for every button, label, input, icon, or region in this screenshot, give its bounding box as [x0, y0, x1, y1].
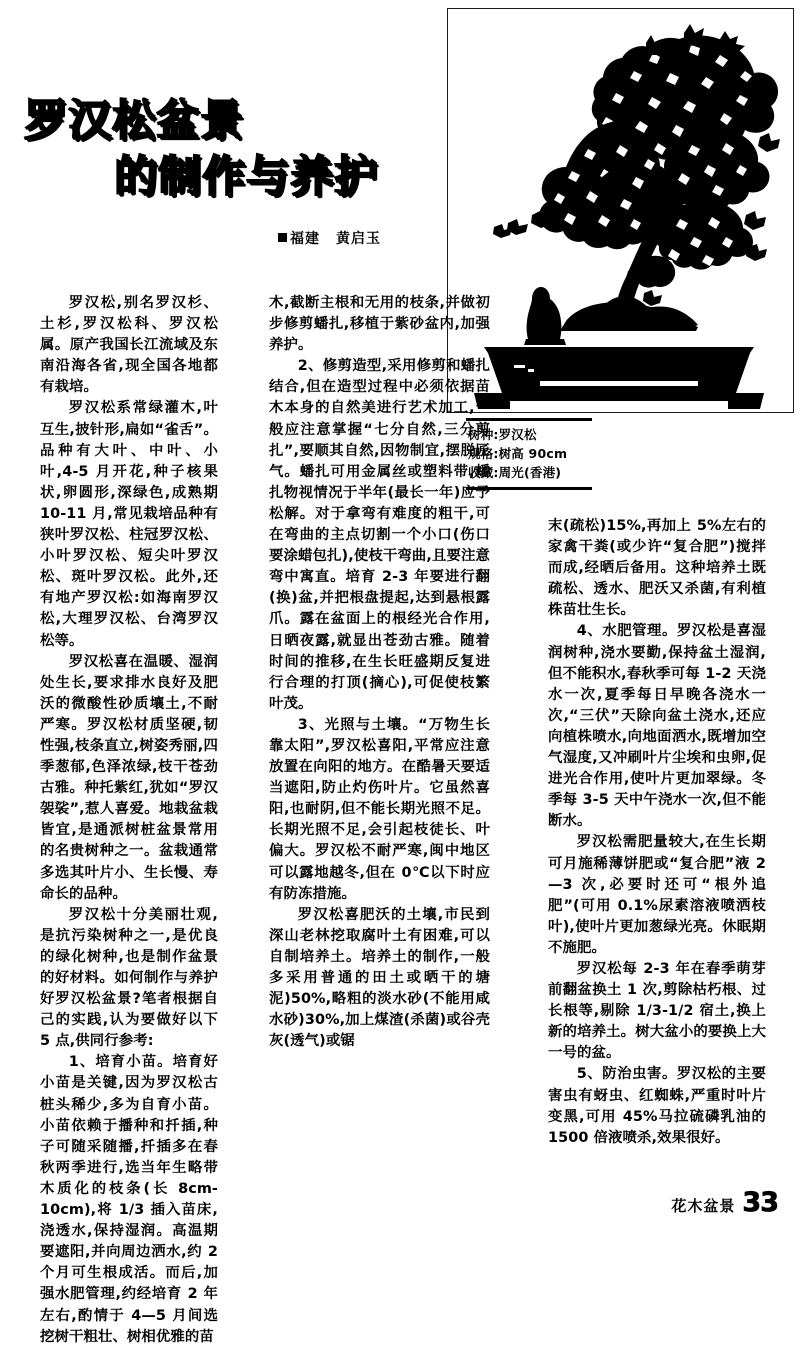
body-column-1	[40, 293, 218, 1348]
paragraph: 罗汉松每 2-3 年在春季萌芽前翻盆换土 1 次,剪除枯朽根、过长根等,剔除 1/3-1/2 宿土,换上新的培养土。树大盆小的要换上大一号的盆。	[548, 960, 766, 1062]
body-column-3	[548, 516, 766, 1149]
caption-species: 树种:罗汉松	[468, 427, 537, 442]
paragraph: 5、防治虫害。罗汉松的主要害虫有蚜虫、红蜘蛛,严重时叶片变黑,可用 45%马拉硫磷乳油的 1500 倍液喷杀,效果很好。	[548, 1066, 766, 1146]
bonsai-illustration	[448, 9, 790, 409]
title-line-1: 罗汉松盆景	[24, 96, 244, 146]
paragraph: 罗汉松,别名罗汉杉、土杉,罗汉松科、罗汉松属。原产我国长江流域及东南沿海各省,现全国各地都有栽培。	[40, 295, 218, 396]
magazine-name: 花木盆景	[671, 1197, 736, 1215]
byline-author: 黄启玉	[336, 231, 381, 247]
paragraph: 3、光照与土壤。“万物生长靠太阳”,罗汉松喜阳,平常应注意放置在向阳的地方。在酷暑天要适当遮阳,防止灼伤叶片。它虽然喜阳,也耐阴,但不能长期光照不足。长期光照不足,会引起枝徒长、叶偏大。罗汉松不耐严寒,闽中地区可以露地越冬,但在 0℃以下时应有防冻措施。	[269, 716, 490, 902]
paragraph: 4、水肥管理。罗汉松是喜湿润树种,浇水要勤,保持盆土湿润,但不能积水,春秋季可每 1-2 天浇水一次,夏季每日早晚各浇水一次,“三伏”天除向盆土浇水,还应向植株喷水,向地面洒水,既增加空气湿度,又冲刷叶片尘埃和虫卵,促进光合作用,使叶片更加翠绿。冬季每 3-5 天中午浇水一次,但不能断水。	[548, 623, 766, 830]
byline-region: 福建	[290, 231, 320, 247]
byline	[278, 228, 381, 248]
paragraph: 罗汉松喜在温暖、湿润处生长,要求排水良好及肥沃的微酸性砂质壤土,不耐严寒。罗汉松材质坚硬,韧性强,枝条直立,树姿秀丽,四季葱郁,色泽浓绿,枝干苍劲古雅。种托紫红,犹如“罗汉袈裟”,惹人喜爱。地栽盆栽皆宜,是通派树桩盆景常用的名贵树种之一。盆栽通常多选其叶片小、生长慢、寿命长的品种。	[40, 653, 218, 902]
paragraph: 罗汉松需肥量较大,在生长期可月施稀薄饼肥或“复合肥”液 2—3 次,必要时还可“根外追肥”(可用 0.1%尿素溶液喷洒枝叶),使叶片更加葱绿光亮。休眠期不施肥。	[548, 834, 766, 956]
paragraph: 罗汉松系常绿灌木,叶互生,披针形,扁如“雀舌”。品种有大叶、中叶、小叶,4-5 月开花,种子核果状,卵圆形,深绿色,成熟期 10-11 月,常见栽培品种有狭叶罗汉松、柱冠罗汉松、小叶罗汉松、短尖叶罗汉松、斑叶罗汉松。此外,还有地产罗汉松:如海南罗汉松,大理罗汉松、台湾罗汉松等。	[40, 400, 218, 649]
page-footer	[671, 1187, 778, 1218]
paragraph: 罗汉松喜肥沃的土壤,市民到深山老林挖取腐叶土有困难,可以自制培养土。培养土的制作,一般多采用普通的田土或晒干的塘泥)50%,略粗的淡水砂(不能用咸水砂)30%,加上煤渣(杀菌)或谷壳灰(透气)或锯	[269, 906, 490, 1050]
paragraph: 1、培育小苗。培育好小苗是关键,因为罗汉松古桩头稀少,多为自育小苗。小苗依赖于播种和扦插,种子可随采随播,扦插多在春秋两季进行,选当年生略带木质化的枝条(长 8cm-10cm),将 1/3 插入苗床,浇透水,保持湿润。高温期要遮阳,并向周边洒水,约 2 个月可生根成活。而后,加强水肥管理,约经培育 2 年左右,酌情于 4—5 月间选挖树干粗壮、树相优雅的苗	[40, 1054, 218, 1345]
paragraph: 2、修剪造型,采用修剪和蟠扎结合,但在造型过程中必须依据苗木本身的自然美进行艺术加工,一般应注意掌握“七分自然,三分剪扎”,要顺其自然,因物制宜,摆脱匠气。蟠扎可用金属丝或塑料带,蟠扎物视情况于半年(最长一年)应予松解。对于拿弯有难度的粗干,可在弯曲的主点切割一个小口(伤口要涂蜡包扎),使枝干弯曲,且要注意弯中寓直。培育 2-3 年要进行翻(换)盆,并把根盘提起,达到悬根露爪。露在盆面上的根经光合作用,日晒夜露,就显出苍劲古雅。随着时间的推移,在生长旺盛期反复进行合理的打顶(摘心),可促使枝繁叶茂。	[269, 358, 490, 712]
caption-collector: 收藏:周光(香港)	[468, 465, 562, 480]
paragraph: 末(疏松)15%,再加上 5%左右的家禽干粪(或少许“复合肥”)搅拌而成,经晒后备用。这种培养土既疏松、透水、肥沃又杀菌,有利植株苗壮生长。	[548, 518, 766, 619]
body-column-2	[269, 293, 490, 1052]
bullet-square-icon	[278, 233, 287, 242]
page-number: 33	[742, 1187, 778, 1218]
paragraph: 木,截断主根和无用的枝条,并做初步修剪蟠扎,移植于紫砂盆内,加强养护。	[269, 295, 490, 354]
caption-size: 规格:树高 90cm	[468, 446, 568, 461]
bonsai-silhouette-photo	[447, 8, 794, 413]
article-title	[24, 96, 444, 216]
paragraph: 罗汉松十分美丽壮观,是抗污染树种之一,是优良的绿化树种,也是制作盆景的好材料。如何制作与养护好罗汉松盆景?笔者根据自己的实践,认为要做好以下 5 点,供同行参考:	[40, 906, 218, 1050]
title-line-2: 的制作与养护	[114, 152, 378, 202]
